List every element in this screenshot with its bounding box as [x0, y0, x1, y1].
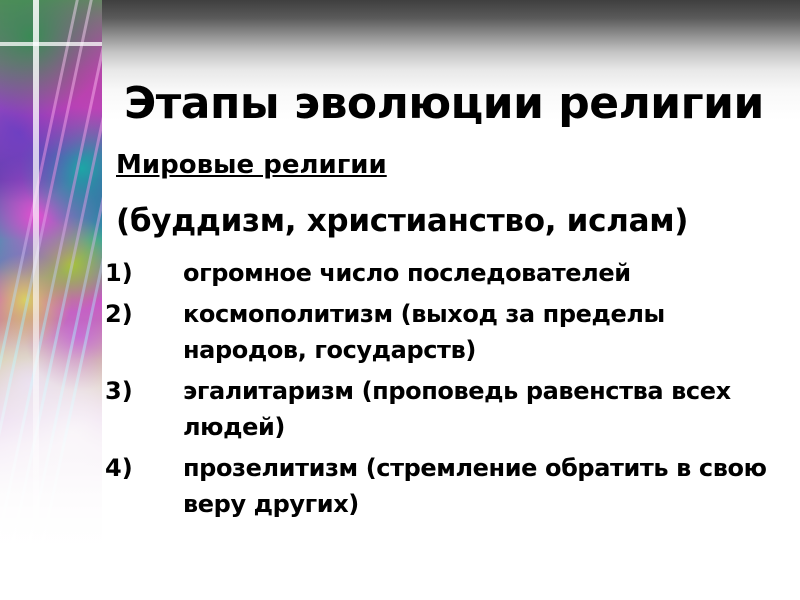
slide-subtitle: Мировые религии — [116, 150, 387, 180]
list-item-number: 2) — [105, 300, 133, 328]
list-item-number: 4) — [105, 454, 133, 482]
list-item — [105, 296, 795, 368]
list-item-text: огромное число последователей — [183, 259, 631, 287]
list-item — [105, 373, 795, 445]
list-item-number: 3) — [105, 377, 133, 405]
features-list — [105, 255, 795, 527]
list-item-text: эгалитаризм (проповедь равенства всех людей) — [183, 377, 731, 441]
decorative-horizontal-line — [0, 42, 102, 46]
list-item — [105, 255, 795, 291]
decorative-vertical-line — [33, 0, 39, 600]
list-item-number: 1) — [105, 259, 133, 287]
religions-list-heading: (буддизм, христианство, ислам) — [116, 203, 689, 239]
list-item — [105, 450, 795, 522]
list-item-text: космополитизм (выход за пределы народов, государств) — [183, 300, 665, 364]
list-item-text: прозелитизм (стремление обратить в свою веру других) — [183, 454, 767, 518]
texture-fade — [0, 320, 102, 600]
slide-title: Этапы эволюции религии — [124, 78, 764, 129]
decorative-texture-panel — [0, 0, 102, 600]
